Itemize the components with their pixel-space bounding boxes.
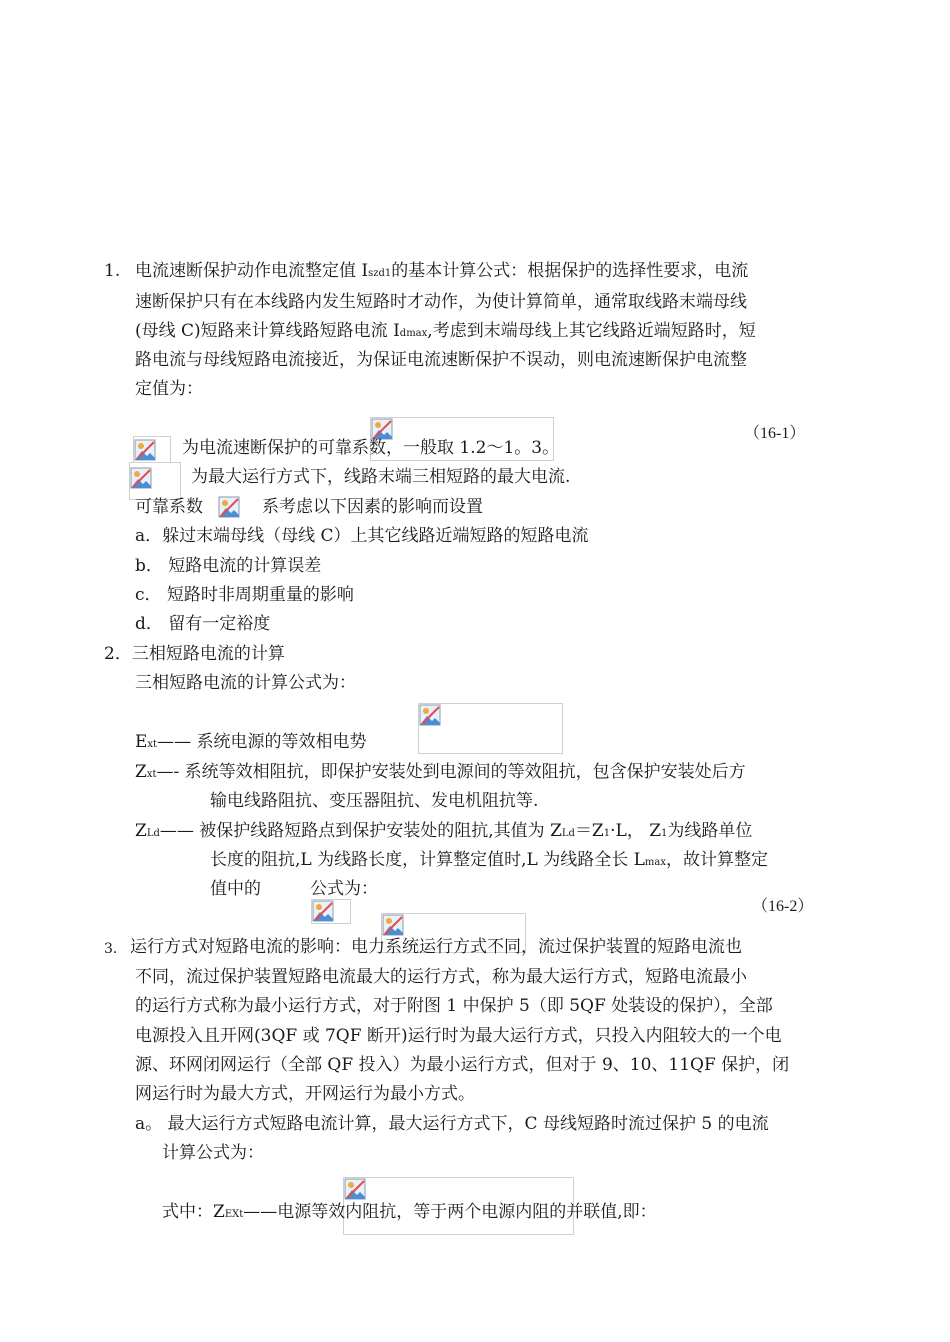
- equation-number-16-1: （16-1）: [744, 425, 806, 442]
- section1-line2: 速断保护只有在本线路内发生短路时才动作，为使计算简单，通常取线路末端母线: [135, 292, 747, 312]
- section3-line1: [130, 936, 742, 958]
- section1-number: 1.: [104, 261, 121, 281]
- ext-definition: [135, 731, 367, 756]
- k-description: 为电流速断保护的可靠系数，一般取 1.2～1。3。: [182, 438, 560, 458]
- equation-number-16-2: （16-2）: [752, 898, 814, 915]
- text: 为线路单位: [667, 821, 753, 841]
- text: ——电源等效内阻抗，等于两个电源内阻的并联值,即：: [243, 1202, 657, 1222]
- text: —— 被保护线路短路点到保护安装处的阻抗,其值为 Z: [159, 821, 562, 841]
- broken-image-icon: [419, 704, 441, 726]
- text: ·L， Z: [610, 821, 662, 841]
- text: ＝Z: [574, 821, 604, 841]
- section3-line4: 电源投入且开网(3QF 或 7QF 断开)运行时为最大运行方式，只投入内阻较大的一个电: [135, 1026, 782, 1046]
- subscript: szd1: [368, 268, 392, 279]
- text: 长度的阻抗,L 为线路长度，计算整定值时,L 为线路全长 L: [210, 850, 645, 870]
- symbol-image-i: [129, 462, 181, 500]
- max-mode-line1: a。 最大运行方式短路电流计算，最大运行方式下，C 母线短路时流过保护 5 的电流: [135, 1114, 769, 1134]
- subscript: 1: [603, 828, 611, 839]
- text: —- 系统等效相阻抗，即保护安装处到电源间的等效阻抗，包含保护安装处后方: [156, 762, 746, 782]
- section1-line3: [135, 320, 756, 345]
- broken-image-icon: [344, 1178, 366, 1200]
- section3-line2: 不同，流过保护装置短路电流最大的运行方式，称为最大运行方式，短路电流最小: [135, 967, 747, 987]
- symbol: Z: [135, 762, 147, 782]
- reliability-text: 系考虑以下因素的影响而设置: [262, 497, 483, 517]
- section1-line1: [135, 260, 748, 285]
- list-item-d: d． 留有一定裕度: [135, 614, 271, 634]
- text: ，故计算整定: [665, 850, 768, 870]
- section3-line6: 网运行时为最大方式，开网运行为最小方式。: [135, 1084, 475, 1104]
- broken-image-icon: [218, 496, 240, 518]
- symbol-image-k2: [218, 496, 248, 524]
- symbol: Z: [135, 821, 147, 841]
- zext-definition: [162, 1201, 657, 1226]
- text: 的基本计算公式：根据保护的选择性要求，电流: [391, 261, 749, 281]
- text: —— 系统电源的等效相电势: [157, 732, 367, 752]
- zld-definition: [135, 820, 752, 845]
- text: 式中：Z: [162, 1202, 225, 1222]
- list-item-a: a．躲过末端母线（母线 C）上其它线路近端短路的短路电流: [135, 526, 589, 546]
- subscript: Ld: [146, 828, 160, 839]
- zxt-definition-line2: 输电线路阻抗、变压器阻抗、发电机阻抗等.: [210, 791, 539, 811]
- formula-image-3phase: [418, 703, 563, 754]
- subscript: 1: [661, 828, 668, 839]
- list-item-b: b． 短路电流的计算误差: [135, 556, 322, 576]
- section3-line5: 源、环网闭网运行（全部 QF 投入）为最小运行方式，但对于 9、10、11QF 保护，闭: [135, 1055, 790, 1075]
- text: ,考虑到末端母线上其它线路近端短路时，短: [427, 321, 756, 341]
- text: 运行方式对短路电流的影响：: [130, 937, 351, 957]
- broken-image-icon: [134, 439, 156, 461]
- text: 电流速断保护动作电流整定值 I: [135, 261, 369, 281]
- section3-number: 3．: [104, 941, 127, 957]
- subscript: EXt: [224, 1209, 244, 1220]
- broken-image-icon: [382, 914, 404, 936]
- section2-intro: 三相短路电流的计算公式为：: [135, 673, 356, 693]
- reliability-label: 可靠系数: [135, 497, 203, 517]
- section1-line5: 定值为：: [135, 379, 203, 399]
- symbol-image-imax: [311, 899, 351, 924]
- section2-title: 2．三相短路电流的计算: [104, 644, 285, 664]
- text: (母线 C)短路来计算线路短路电流 I: [135, 321, 400, 341]
- section3-line3: 的运行方式称为最小运行方式，对于附图 1 中保护 5（即 5QF 处装设的保护），全部: [135, 996, 773, 1016]
- subscript: dmax: [399, 328, 428, 339]
- subscript: xt: [146, 769, 157, 780]
- symbol: E: [135, 732, 148, 752]
- subscript: max: [644, 857, 666, 868]
- zld-definition-line2: [210, 849, 768, 874]
- text: 电力系统运行方式不同，流过保护装置的短路电流也: [351, 937, 742, 957]
- zxt-definition: [135, 761, 746, 786]
- max-mode-line2: 计算公式为：: [162, 1143, 264, 1163]
- subscript: Ld: [561, 828, 575, 839]
- subscript: xt: [147, 739, 158, 750]
- i-description: 为最大运行方式下，线路末端三相短路的最大电流.: [191, 467, 571, 487]
- broken-image-icon: [130, 467, 152, 489]
- zld-definition-line3b: 公式为：: [310, 879, 378, 899]
- list-item-c: c． 短路时非周期重量的影响: [135, 585, 354, 605]
- broken-image-icon: [312, 900, 334, 922]
- zld-definition-line3a: 值中的: [210, 879, 261, 899]
- section1-line4: 路电流与母线短路电流接近，为保证电流速断保护不误动，则电流速断保护电流整: [135, 350, 747, 370]
